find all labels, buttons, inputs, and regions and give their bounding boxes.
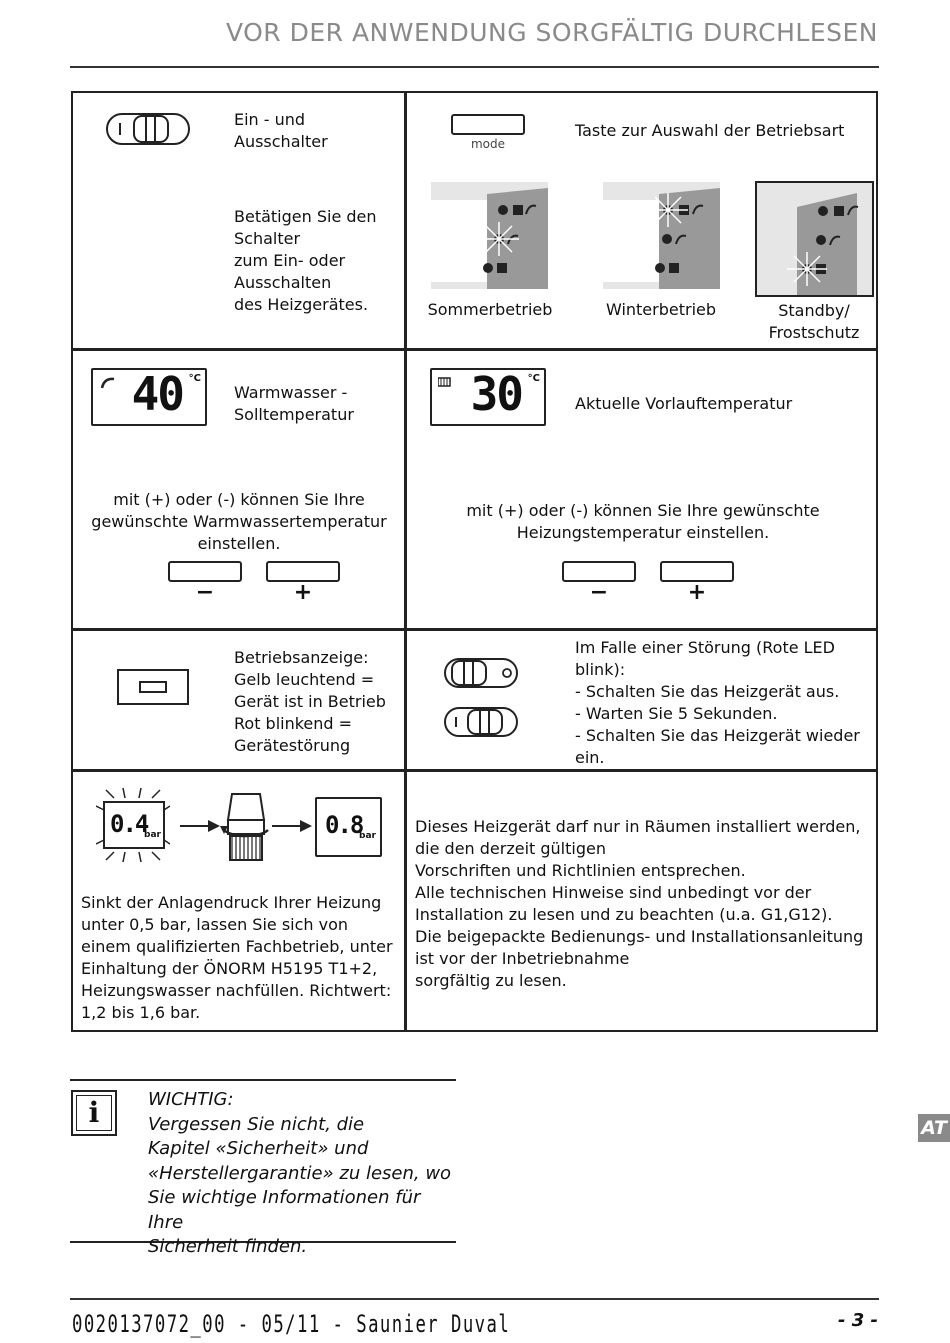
- heating-plus-symbol: +: [687, 580, 707, 605]
- dhw-plus-button[interactable]: [266, 561, 340, 582]
- mode-title: Taste zur Auswahl der Betriebsart: [575, 121, 845, 140]
- info-icon: [71, 1090, 117, 1136]
- mode-button-label: mode: [470, 137, 506, 151]
- onoff-description: Betätigen Sie den Schalter zum Ein- oder Ausschalten des Heizgerätes.: [234, 207, 377, 314]
- heating-temperature-display: [430, 368, 546, 426]
- dhw-display-value: 40: [131, 367, 183, 421]
- tap-icon: [100, 375, 116, 389]
- dhw-minus-symbol: −: [195, 580, 215, 605]
- footer-rule: [70, 1298, 879, 1300]
- heating-minus-button[interactable]: [562, 561, 636, 582]
- grid-divider-vertical: [404, 92, 407, 1031]
- status-description: Betriebsanzeige: Gelb leuchtend = Gerät ist in Betrieb Rot blinkend = Gerätestörung: [234, 648, 386, 755]
- mode-label-winter: Winterbetrieb: [605, 300, 717, 319]
- fill-valve-knob-icon: [218, 790, 274, 862]
- normal-pressure-value: 0.8: [325, 811, 363, 839]
- country-tab: AT: [918, 1114, 950, 1142]
- power-switch-off-icon: [444, 658, 518, 688]
- heating-plus-button[interactable]: [660, 561, 734, 582]
- summer-mode-panel-image: [431, 182, 548, 289]
- status-led-icon: [139, 681, 167, 693]
- page-header-title: VOR DER ANWENDUNG SORGFÄLTIG DURCHLESEN: [225, 18, 878, 47]
- grid-divider-row3: [72, 769, 877, 772]
- dhw-minus-button[interactable]: [168, 561, 242, 582]
- status-led-frame-icon: [117, 669, 189, 705]
- info-icon-letter: i: [76, 1095, 112, 1131]
- normal-pressure-display-image: [315, 797, 382, 857]
- standby-mode-panel-image: [755, 181, 874, 297]
- pressure-description: Sinkt der Anlagendruck Ihrer Heizung unter 0,5 bar, lassen Sie sich von einem qualifizierten Fachbetrieb, unter Einhaltung der ÖNORM H5195 T1+2, Heizungswasser nachfüllen. Richtwert: 1,2 bis 1,6 bar.: [81, 893, 393, 1022]
- mode-label-summer: Sommerbetrieb: [427, 300, 553, 319]
- grid-divider-row1: [72, 348, 877, 351]
- radiator-icon: [438, 376, 452, 388]
- heating-display-value: 30: [470, 367, 522, 421]
- fault-description: Im Falle einer Störung (Rote LED blink): - Schalten Sie das Heizgerät aus. - Warten Sie 5 Sekunden. - Schalten Sie das Heizgerät wieder ein.: [575, 638, 860, 767]
- normal-pressure-unit: bar: [359, 831, 376, 841]
- heating-description: mit (+) oder (-) können Sie Ihre gewünschte Heizungstemperatur einstellen.: [466, 501, 820, 542]
- installation-description: Dieses Heizgerät darf nur in Räumen installiert werden, die den derzeit gültigen Vorschriften und Richtlinien entsprechen. Alle technischen Hinweise sind unbedingt vor der Installation zu lesen und zu beachten (u.a. G1,G12). Die beigepackte Bedienungs- und Installationsanleitung ist vor der Inbetriebnahme sorgfältig zu lesen.: [415, 817, 864, 990]
- heating-title: Aktuelle Vorlauftemperatur: [575, 394, 793, 413]
- low-pressure-value: 0.4: [110, 810, 148, 838]
- onoff-title: Ein - und Ausschalter: [234, 110, 328, 151]
- dhw-temperature-display: [91, 368, 207, 426]
- low-pressure-unit: bar: [144, 830, 161, 840]
- heating-minus-symbol: −: [589, 580, 609, 605]
- power-switch-on-icon: [444, 707, 518, 737]
- header-rule: [70, 66, 879, 68]
- mode-button-icon: [451, 114, 525, 135]
- arrow-right-icon: [272, 818, 312, 832]
- footer-document-code: 0020137072_00 - 05/11 - Saunier Duval: [72, 1310, 511, 1338]
- power-switch-icon: [106, 113, 190, 145]
- mode-label-standby: Standby/ Frostschutz: [768, 301, 860, 342]
- dhw-description: mit (+) oder (-) können Sie Ihre gewünschte Warmwassertemperatur einstellen.: [91, 490, 387, 553]
- grid-divider-row2: [72, 628, 877, 631]
- arrow-right-icon: [180, 818, 220, 832]
- low-pressure-display-image: [96, 786, 170, 864]
- important-note: WICHTIG: Vergessen Sie nicht, die Kapitel «Sicherheit» und «Herstellergarantie» zu lesen, wo Sie wichtige Informationen für Ihre Sicherheit finden.: [148, 1089, 452, 1257]
- heating-display-unit: °C: [527, 373, 540, 384]
- note-rule-top: [70, 1079, 456, 1081]
- page-number: - 3 -: [838, 1310, 878, 1331]
- dhw-title: Warmwasser - Solltemperatur: [234, 383, 354, 424]
- winter-mode-panel-image: [603, 182, 720, 289]
- dhw-display-unit: °C: [188, 373, 201, 384]
- dhw-plus-symbol: +: [293, 580, 313, 605]
